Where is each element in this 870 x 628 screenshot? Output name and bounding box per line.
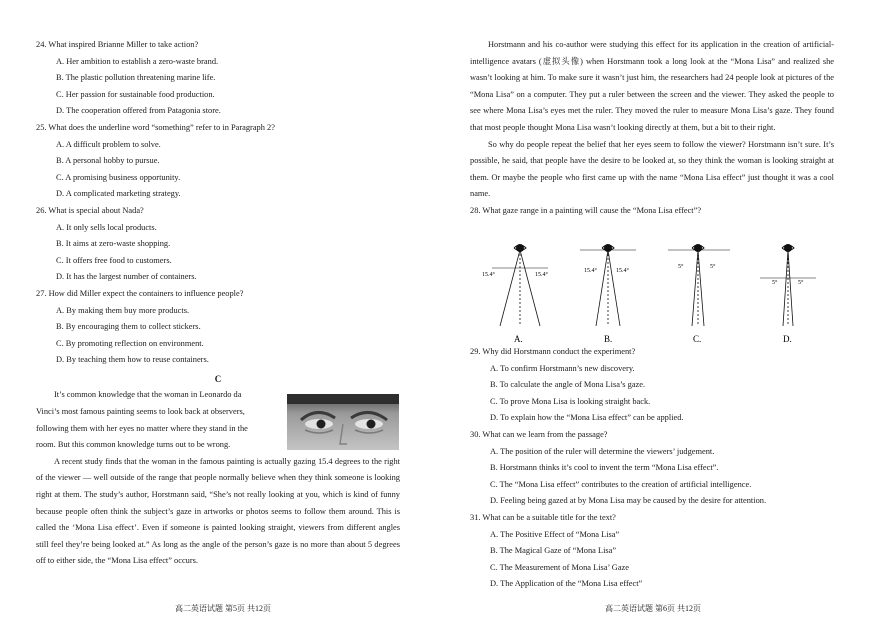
question-24-stem: 24. What inspired Brianne Miller to take action? xyxy=(36,40,199,49)
question-27-option-d[interactable]: D. By teaching them how to reuse containers. xyxy=(56,355,209,365)
question-29-option-d[interactable]: D. To explain how the “Mona Lisa effect” can be applied. xyxy=(490,413,684,423)
passage-c-paragraph-2: A recent study finds that the woman in the famous painting is actually gazing 15.4 degrees to the right of the viewer — well outside of the range that people normally believe when they think someone is looking right at them. The study’s author, Horstmann said, “She’s not really looking at you, which is kind of funny because people often think the subject’s gaze in artworks or photos seems to follow them around. This is called the ‘Mona Lisa effect’. Even if someone is painted looking straight, viewers from different angles still feel they’re being looked at.” As long as the angle of the person’s gaze is no more than about 5 degrees off to either side, the “Mona Lisa effect” occurs. xyxy=(36,456,400,566)
angle-label-right: 15.4° xyxy=(535,272,548,278)
para1-line-4: room. But this common knowledge turns out to be wrong. xyxy=(36,440,231,450)
question-30-option-a[interactable]: A. The position of the ruler will determine the viewers’ judgement. xyxy=(490,446,715,456)
question-30-option-b[interactable]: B. Horstmann thinks it’s cool to invent the term “Mona Lisa effect”. xyxy=(490,463,719,473)
gaze-ray-right xyxy=(698,250,704,326)
right-column-lower xyxy=(470,344,834,593)
question-27-option-a[interactable]: A. By making them buy more products. xyxy=(56,305,190,315)
gaze-ray-left xyxy=(692,250,698,326)
question-26-option-b[interactable]: B. It aims at zero-waste shopping. xyxy=(56,239,171,249)
question-31-option-b[interactable]: B. The Magical Gaze of “Mona Lisa” xyxy=(490,546,617,556)
section-c-heading: C xyxy=(214,373,222,384)
angle-label-right: 5° xyxy=(710,264,716,270)
gaze-ray-left xyxy=(783,250,788,326)
angle-label-left: 15.4° xyxy=(482,272,495,278)
page-footer-right: 高二英语试题 第6页 共12页 xyxy=(605,604,701,613)
question-25-option-a[interactable]: A. A difficult problem to solve. xyxy=(56,139,161,149)
question-25-stem: 25. What does the underline word “something” refer to in Paragraph 2? xyxy=(36,122,275,132)
para1-line-3: following them with her eyes no matter where they stand in the xyxy=(36,423,248,433)
question-26-option-a[interactable]: A. It only sells local products. xyxy=(56,222,157,232)
question-31-option-c[interactable]: C. The Measurement of Mona Lisa’ Gaze xyxy=(490,562,629,572)
right-column xyxy=(470,37,834,220)
question-31-option-a[interactable]: A. The Positive Effect of “Mona Lisa” xyxy=(490,529,620,539)
angle-label-right: 15.4° xyxy=(616,268,629,274)
diagram-option-d[interactable] xyxy=(760,244,816,344)
question-24-option-c[interactable]: C. Her passion for sustainable food production. xyxy=(56,89,215,99)
left-column xyxy=(36,37,400,570)
passage-c-paragraph-1 xyxy=(36,387,286,453)
page-footer-left: 高二英语试题 第5页 共12页 xyxy=(175,604,271,613)
diagram-option-c[interactable] xyxy=(668,244,730,344)
question-30-stem: 30. What can we learn from the passage? xyxy=(470,429,608,439)
question-28-stem: 28. What gaze range in a painting will cause the “Mona Lisa effect”? xyxy=(470,205,702,215)
gaze-ray-right xyxy=(608,250,620,326)
angle-label-right: 5° xyxy=(798,280,804,286)
question-27-stem: 27. How did Miller expect the containers to influence people? xyxy=(36,288,244,298)
question-29-option-a[interactable]: A. To confirm Horstmann’s new discovery. xyxy=(490,363,635,373)
question-30-option-c[interactable]: C. The “Mona Lisa effect” contributes to the creation of artificial intelligence. xyxy=(490,479,752,489)
gaze-range-figure xyxy=(480,238,820,348)
question-25-option-b[interactable]: B. A personal hobby to pursue. xyxy=(56,156,160,166)
gaze-ray-left xyxy=(500,250,520,326)
question-31-stem: 31. What can be a suitable title for the text? xyxy=(470,512,616,522)
question-24-option-b[interactable]: B. The plastic pollution threatening marine life. xyxy=(56,73,216,83)
para1-line-1: It’s common knowledge that the woman in Leonardo da xyxy=(54,390,242,400)
mona-lisa-eyes-image xyxy=(287,394,399,450)
gaze-ray-right xyxy=(788,250,793,326)
question-25-option-d[interactable]: D. A complicated marketing strategy. xyxy=(56,189,181,199)
gaze-ray-left xyxy=(596,250,608,326)
question-29-stem: 29. Why did Horstmann conduct the experiment? xyxy=(470,347,636,356)
angle-label-left: 5° xyxy=(772,280,778,286)
question-24-option-d[interactable]: D. The cooperation offered from Patagonia store. xyxy=(56,106,221,116)
question-24-option-a[interactable]: A. Her ambition to establish a zero-waste brand. xyxy=(56,56,219,66)
para1-line-2: Vinci’s most famous painting seems to look back at observers, xyxy=(36,407,245,417)
diagram-option-b[interactable] xyxy=(580,244,636,344)
question-29-option-c[interactable]: C. To prove Mona Lisa is looking straight back. xyxy=(490,396,651,406)
gaze-ray-right xyxy=(520,250,540,326)
question-26-option-c[interactable]: C. It offers free food to customers. xyxy=(56,255,172,265)
option-label: D. xyxy=(783,334,792,344)
gaze-range-diagram xyxy=(480,238,820,348)
mona-lisa-eyes-illustration xyxy=(287,394,399,450)
question-27-option-b[interactable]: B. By encouraging them to collect stickers. xyxy=(56,322,201,332)
angle-label-left: 5° xyxy=(678,264,684,270)
passage-c-paragraph-3: Horstmann and his co-author were studying this effect for its application in the creation of artificial-intelligence avatars (虚拟头像) when Horstmann took a long look at the “Mona Lisa” and realized she wasn’t looking at him. To make sure it wasn’t just him, the researchers had 24 people look at pictures of the “Mona Lisa” on a computer. They put a ruler between the screen and the viewer. They asked the people to see where Mona Lisa’s eyes met the ruler. They moved the ruler to measure Mona Lisa’s gaze. They found that most people thought Mona Lisa wasn’t looking directly at them, but a bit to their right. xyxy=(470,40,834,132)
question-29-option-b[interactable]: B. To calculate the angle of Mona Lisa’s gaze. xyxy=(490,380,646,390)
question-26-option-d[interactable]: D. It has the largest number of containers. xyxy=(56,272,197,282)
angle-label-left: 15.4° xyxy=(584,268,597,274)
diagram-option-a[interactable] xyxy=(482,244,549,344)
question-26-stem: 26. What is special about Nada? xyxy=(36,205,144,215)
question-31-option-d[interactable]: D. The Application of the “Mona Lisa effect” xyxy=(490,579,643,589)
option-label: C. xyxy=(693,334,702,344)
question-27-option-c[interactable]: C. By promoting reflection on environment. xyxy=(56,338,204,348)
question-25-option-c[interactable]: C. A promising business opportunity. xyxy=(56,172,181,182)
option-label: A. xyxy=(514,334,523,344)
question-30-option-d[interactable]: D. Feeling being gazed at by Mona Lisa may be caused by the desire for attention. xyxy=(490,496,767,506)
option-label: B. xyxy=(604,334,613,344)
passage-c-paragraph-4: So why do people repeat the belief that her eyes seem to follow the viewer? Horstmann isn’t sure. It’s possible, he said, that people have the desire to be looked at, so they think the woman is looking straight at them. Or maybe the people who first came up with the name “Mona Lisa effect” just thought it was a cool name. xyxy=(470,139,834,199)
